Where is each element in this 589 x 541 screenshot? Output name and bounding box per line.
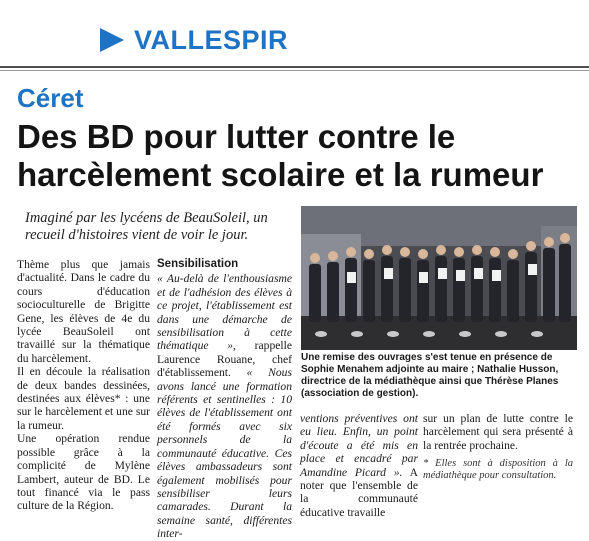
paragraph: Une opération rendue possible grâce à la complicité de Mylène Lambert, auteur de BD. Le tout financé via le pass culture de la Région. bbox=[17, 432, 150, 513]
body-column-3 bbox=[300, 412, 418, 519]
paragraph bbox=[157, 272, 292, 540]
subheading: Sensibilisation bbox=[157, 258, 239, 270]
paragraph-text: A noter que l'ensemble de la communauté éducative travaille bbox=[300, 465, 418, 519]
quote: « Au-delà de l'enthousiasme et de l'adhésion des élèves à ce projet, l'établissement est dans une démarche de sensibilisation à cette thématique » bbox=[157, 272, 292, 353]
headline: Des BD pour lutter contre le harcèlement scolaire et la rumeur bbox=[17, 118, 544, 193]
body-column-4 bbox=[423, 412, 573, 482]
group-photo bbox=[301, 206, 577, 350]
quote: « Nous avons lancé une formation référents et sentinelles : 10 élèves de l'établissement ont été formés avec six personnels de la communauté éducative. Ces élèves ambassadeurs sont également mobilisés pour sensibiliser leurs camarades. Durant la semaine santé, différentes inter- bbox=[157, 366, 292, 541]
footnote: * Elles sont à disposition à la médiathèque pour consultation. bbox=[423, 458, 573, 482]
quote: ventions préventives ont eu lieu. Enfin, un point d'écoute a été mis en place et encadré par Amandine Picard ». bbox=[300, 412, 418, 479]
body-column-2 bbox=[157, 258, 292, 541]
attribution: , rappelle Laurence Rouane, chef d'établissement. bbox=[157, 339, 292, 380]
paragraph: sur un plan de lutte contre le harcèlement qui sera présenté à la rentrée prochaine. bbox=[423, 412, 573, 452]
body-column-1 bbox=[17, 258, 150, 513]
paragraph: Thème plus que jamais d'actualité. Dans le cadre du cours d'éducation socioculturelle de Brigitte Gene, les élèves de 4e du lycée BeauSoleil ont travaillé sur la thématique du harcèlement. bbox=[17, 258, 150, 365]
photo-caption: Une remise des ouvrages s'est tenue en présence de Sophie Menahem adjointe au maire ; Nathalie Husson, directrice de la médiathèque ainsi que Thérèse Planes (association de gestion). bbox=[301, 352, 559, 399]
paragraph bbox=[300, 412, 418, 519]
section-header bbox=[98, 22, 288, 58]
section-name: VALLESPIR bbox=[134, 24, 289, 55]
divider-top bbox=[0, 66, 589, 68]
divider-top-thin bbox=[0, 70, 589, 71]
paragraph: Il en découle la réalisation de deux bandes dessinées, destinées aux élèves* : une sur le harcèlement et une sur la rumeur. bbox=[17, 365, 150, 432]
group-photo-illustration bbox=[301, 206, 577, 350]
play-arrow-icon bbox=[98, 26, 126, 54]
lede: Imaginé par les lycéens de BeauSoleil, un recueil d'histoires vient de voir le jour. bbox=[25, 210, 268, 243]
town-label: Céret bbox=[17, 83, 84, 113]
